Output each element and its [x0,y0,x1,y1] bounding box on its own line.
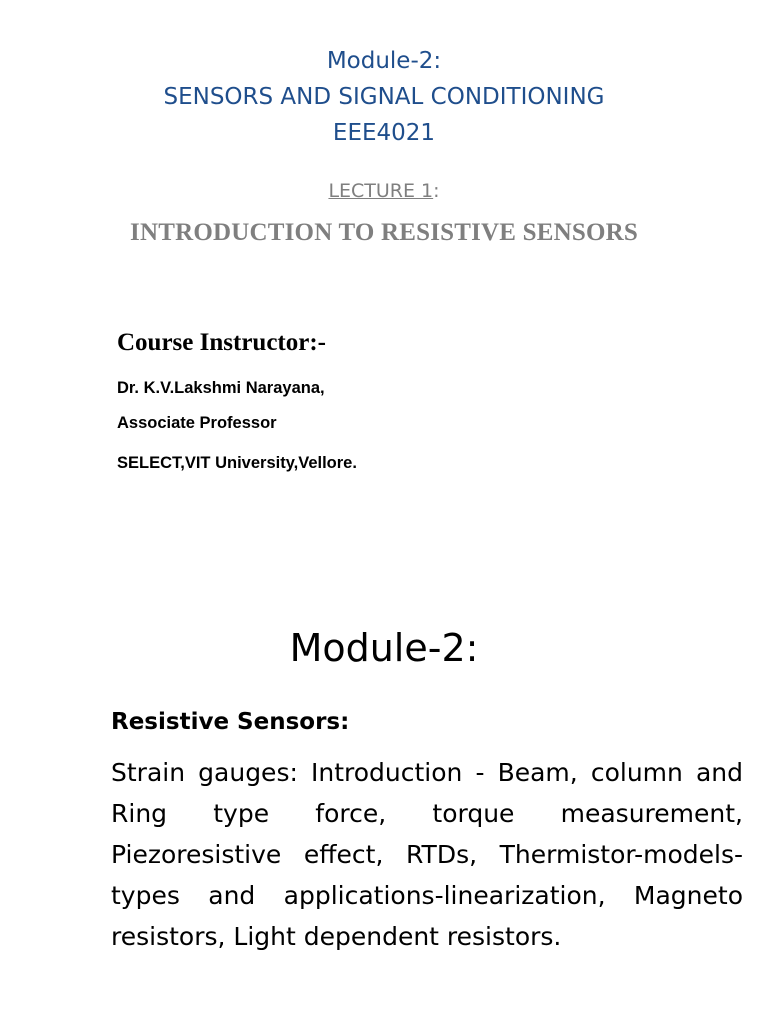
course-code: EEE4021 [332,120,436,146]
lecture-link[interactable]: LECTURE 1 [328,180,434,202]
instructor-affiliation: SELECT,VIT University,Vellore. [117,454,357,472]
module-number: Module-2: [326,48,442,74]
instructor-position: Associate Professor [117,414,277,432]
course-title: SENSORS AND SIGNAL CONDITIONING [163,84,605,110]
section-body: Strain gauges: Introduction - Beam, column and Ring type force, torque measurement, Piezoresistive effect, RTDs, Thermistor-models-types and applications-linearization, Magneto resistors, Light dependent resistors. [111,758,743,951]
lecture-colon: : [433,180,440,202]
slide-title: Module-2: [289,626,479,670]
instructor-name: Dr. K.V.Lakshmi Narayana, [117,379,325,397]
section-heading: Resistive Sensors: [111,709,350,735]
lecture-title: INTRODUCTION TO RESISTIVE SENSORS [130,219,638,246]
instructor-heading: Course Instructor:- [117,329,326,356]
lecture-label-line [0,177,768,205]
